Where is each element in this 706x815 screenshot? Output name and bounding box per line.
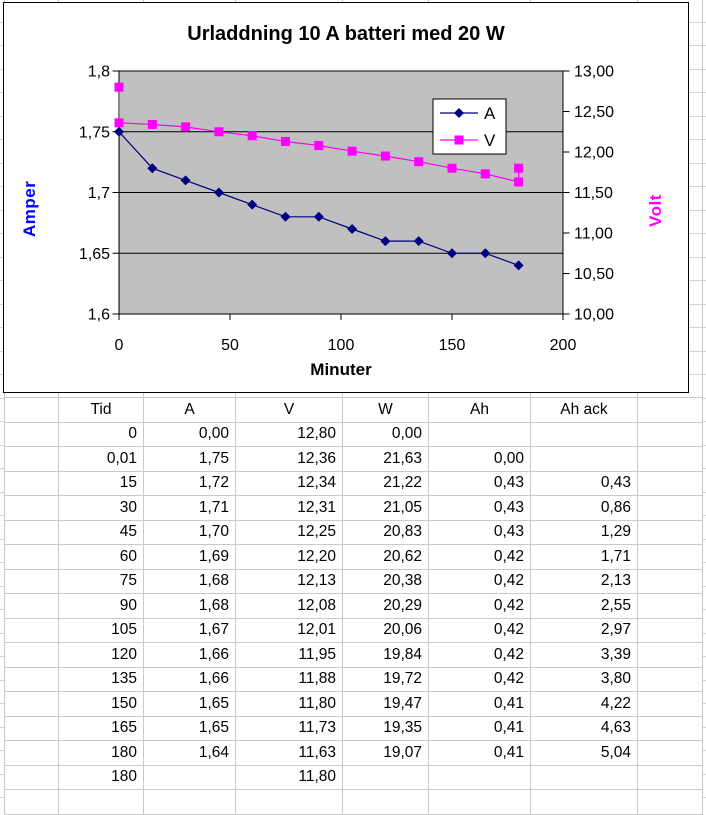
table-cell[interactable]	[638, 667, 703, 692]
table-cell[interactable]: 12,80	[236, 422, 343, 447]
table-cell[interactable]: 120	[59, 643, 144, 668]
table-cell[interactable]: 11,63	[236, 741, 343, 766]
table-cell[interactable]: 1,64	[144, 741, 236, 766]
table-cell[interactable]	[638, 594, 703, 619]
table-cell[interactable]: 5,04	[531, 741, 638, 766]
table-row	[5, 790, 703, 815]
table-cell[interactable]: 20,29	[343, 594, 429, 619]
right-tick-label: 12,00	[574, 144, 615, 162]
table-cell[interactable]: 0,43	[429, 471, 531, 496]
data-point-marker	[448, 164, 457, 173]
table-cell[interactable]	[638, 692, 703, 717]
data-point-marker	[481, 169, 490, 178]
table-cell[interactable]: 0,43	[429, 496, 531, 521]
table-cell[interactable]: 15	[59, 471, 144, 496]
table-cell[interactable]: 3,80	[531, 667, 638, 692]
table-cell[interactable]	[5, 716, 59, 741]
data-point-marker	[455, 136, 464, 145]
data-point-marker	[514, 164, 523, 173]
table-cell[interactable]: 1,72	[144, 471, 236, 496]
right-axis-title: Volt	[646, 194, 665, 227]
table-cell[interactable]: 90	[59, 594, 144, 619]
table-cell[interactable]: 1,68	[144, 569, 236, 594]
table-row	[5, 471, 703, 496]
data-point-marker	[281, 137, 290, 146]
table-row	[5, 716, 703, 741]
table-cell[interactable]	[5, 643, 59, 668]
table-cell[interactable]: 0,42	[429, 594, 531, 619]
right-tick-label: 11,00	[574, 225, 613, 243]
table-cell[interactable]	[638, 765, 703, 790]
table-cell[interactable]: 1,70	[144, 520, 236, 545]
table-cell[interactable]: 19,47	[343, 692, 429, 717]
table-cell[interactable]: 20,62	[343, 545, 429, 570]
table-cell[interactable]: 0,42	[429, 569, 531, 594]
table-cell[interactable]	[5, 545, 59, 570]
table-cell[interactable]	[638, 618, 703, 643]
left-tick-label: 1,75	[78, 124, 110, 142]
table-cell[interactable]	[429, 422, 531, 447]
table-row	[5, 643, 703, 668]
column-header[interactable]: W	[343, 398, 429, 423]
table-cell[interactable]	[144, 790, 236, 815]
table-cell[interactable]: 1,65	[144, 716, 236, 741]
data-point-marker	[381, 152, 390, 161]
table-cell[interactable]	[5, 569, 59, 594]
table-row	[5, 618, 703, 643]
table-cell[interactable]: 12,25	[236, 520, 343, 545]
left-axis-title: Amper	[20, 180, 39, 237]
table-cell[interactable]: 75	[59, 569, 144, 594]
table-cell[interactable]: 1,66	[144, 643, 236, 668]
table-cell[interactable]: 20,38	[343, 569, 429, 594]
right-tick-label: 11,50	[574, 185, 613, 202]
table-cell[interactable]: 0,41	[429, 716, 531, 741]
legend-label: A	[484, 104, 496, 123]
table-cell[interactable]	[5, 520, 59, 545]
table-cell[interactable]	[638, 447, 703, 472]
chart-title: Urladdning 10 A batteri med 20 W	[187, 23, 505, 45]
table-cell[interactable]: 1,71	[144, 496, 236, 521]
table-row	[5, 447, 703, 472]
data-point-marker	[314, 141, 323, 150]
table-cell[interactable]	[638, 790, 703, 815]
data-table[interactable]	[4, 397, 703, 815]
table-cell[interactable]: 1,71	[531, 545, 638, 570]
data-point-marker	[115, 118, 124, 127]
table-cell[interactable]: 60	[59, 545, 144, 570]
table-cell[interactable]	[638, 569, 703, 594]
table-header-row	[5, 398, 703, 423]
table-cell[interactable]: 3,39	[531, 643, 638, 668]
table-cell[interactable]	[5, 790, 59, 815]
table-cell[interactable]: 180	[59, 765, 144, 790]
table-row	[5, 692, 703, 717]
table-cell[interactable]	[638, 422, 703, 447]
table-row	[5, 520, 703, 545]
table-cell[interactable]	[5, 496, 59, 521]
table-cell[interactable]: 19,07	[343, 741, 429, 766]
table-cell[interactable]	[5, 741, 59, 766]
column-header[interactable]: V	[236, 398, 343, 423]
table-cell[interactable]: 0,42	[429, 667, 531, 692]
table-cell[interactable]	[531, 765, 638, 790]
table-cell[interactable]: 1,75	[144, 447, 236, 472]
table-cell[interactable]: 12,34	[236, 471, 343, 496]
table-cell[interactable]: 2,97	[531, 618, 638, 643]
data-point-marker	[414, 157, 423, 166]
column-header[interactable]: Ah ack	[531, 398, 638, 423]
table-cell[interactable]	[5, 594, 59, 619]
table-cell[interactable]: 0,43	[429, 520, 531, 545]
discharge-chart[interactable]	[3, 2, 689, 393]
table-cell[interactable]: 11,80	[236, 765, 343, 790]
data-point-marker	[248, 131, 257, 140]
right-tick-label: 13,00	[574, 63, 615, 81]
right-tick-label: 12,50	[574, 104, 615, 121]
table-cell[interactable]	[5, 422, 59, 447]
table-row	[5, 765, 703, 790]
data-point-marker	[115, 83, 124, 92]
column-header[interactable]: Ah	[429, 398, 531, 423]
right-tick-label: 10,00	[574, 306, 615, 324]
table-cell[interactable]	[5, 471, 59, 496]
table-cell[interactable]	[638, 545, 703, 570]
table-cell[interactable]	[638, 741, 703, 766]
table-cell[interactable]: 11,88	[236, 667, 343, 692]
table-cell[interactable]: 0,42	[429, 643, 531, 668]
table-cell[interactable]: 12,01	[236, 618, 343, 643]
table-cell[interactable]: 11,80	[236, 692, 343, 717]
table-cell[interactable]: 30	[59, 496, 144, 521]
table-cell[interactable]: 45	[59, 520, 144, 545]
table-cell[interactable]	[638, 716, 703, 741]
table-cell[interactable]: 12,13	[236, 569, 343, 594]
table-cell[interactable]: 0,00	[144, 422, 236, 447]
left-tick-label: 1,6	[87, 306, 110, 324]
table-cell[interactable]	[531, 447, 638, 472]
table-cell[interactable]	[59, 790, 144, 815]
table-cell[interactable]: 0,01	[59, 447, 144, 472]
x-tick-label: 0	[114, 337, 124, 354]
table-cell[interactable]: 2,55	[531, 594, 638, 619]
data-point-marker	[181, 122, 190, 131]
table-cell[interactable]: 19,72	[343, 667, 429, 692]
table-cell[interactable]	[343, 765, 429, 790]
table-cell[interactable]: 12,31	[236, 496, 343, 521]
legend[interactable]	[433, 99, 506, 154]
table-cell[interactable]: 4,22	[531, 692, 638, 717]
table-cell[interactable]: 11,95	[236, 643, 343, 668]
table-cell[interactable]: 105	[59, 618, 144, 643]
table-cell[interactable]: 1,67	[144, 618, 236, 643]
data-point-marker	[348, 147, 357, 156]
right-tick-label: 10,50	[574, 266, 615, 283]
table-cell[interactable]: 0,42	[429, 545, 531, 570]
table-row	[5, 569, 703, 594]
table-cell[interactable]	[429, 790, 531, 815]
table-cell[interactable]: 0,00	[429, 447, 531, 472]
table-row	[5, 422, 703, 447]
table-cell[interactable]: 12,08	[236, 594, 343, 619]
table-cell[interactable]	[638, 520, 703, 545]
table-cell[interactable]	[236, 790, 343, 815]
left-tick-label: 1,8	[87, 63, 110, 81]
x-tick-label: 150	[438, 337, 466, 354]
table-cell[interactable]: 11,73	[236, 716, 343, 741]
x-tick-label: 100	[327, 337, 355, 354]
table-cell[interactable]	[5, 692, 59, 717]
table-cell[interactable]: 180	[59, 741, 144, 766]
table-row	[5, 741, 703, 766]
x-axis-title: Minuter	[310, 360, 372, 379]
table-cell[interactable]	[531, 790, 638, 815]
table-cell[interactable]: 1,29	[531, 520, 638, 545]
table-row	[5, 594, 703, 619]
table-cell[interactable]: 165	[59, 716, 144, 741]
left-tick-label: 1,65	[78, 245, 110, 263]
column-header[interactable]: A	[144, 398, 236, 423]
table-cell[interactable]: 4,63	[531, 716, 638, 741]
table-cell[interactable]: 1,69	[144, 545, 236, 570]
table-cell[interactable]	[638, 471, 703, 496]
table-cell[interactable]	[5, 765, 59, 790]
table-row	[5, 667, 703, 692]
table-cell[interactable]: 1,68	[144, 594, 236, 619]
table-cell[interactable]: 12,36	[236, 447, 343, 472]
table-cell[interactable]: 135	[59, 667, 144, 692]
table-cell[interactable]: 1,66	[144, 667, 236, 692]
table-cell[interactable]: 21,22	[343, 471, 429, 496]
data-point-marker	[214, 127, 223, 136]
data-point-marker	[514, 177, 523, 186]
table-cell[interactable]: 12,20	[236, 545, 343, 570]
column-header[interactable]	[5, 398, 59, 423]
table-cell[interactable]	[638, 496, 703, 521]
table-cell[interactable]	[5, 618, 59, 643]
table-cell[interactable]: 20,83	[343, 520, 429, 545]
table-cell[interactable]	[144, 765, 236, 790]
table-row	[5, 496, 703, 521]
table-cell[interactable]: 0	[59, 422, 144, 447]
column-header[interactable]: Tid	[59, 398, 144, 423]
data-point-marker	[148, 120, 157, 129]
table-cell[interactable]: 21,05	[343, 496, 429, 521]
table-cell[interactable]: 19,84	[343, 643, 429, 668]
table-cell[interactable]	[531, 422, 638, 447]
table-cell[interactable]: 0,41	[429, 741, 531, 766]
table-cell[interactable]	[343, 790, 429, 815]
table-cell[interactable]: 0,42	[429, 618, 531, 643]
table-cell[interactable]: 150	[59, 692, 144, 717]
table-cell[interactable]: 20,06	[343, 618, 429, 643]
table-cell[interactable]: 0,41	[429, 692, 531, 717]
table-cell[interactable]: 0,86	[531, 496, 638, 521]
table-cell[interactable]: 2,13	[531, 569, 638, 594]
table-cell[interactable]: 21,63	[343, 447, 429, 472]
x-tick-label: 50	[221, 337, 239, 354]
table-cell[interactable]	[429, 765, 531, 790]
table-cell[interactable]: 1,65	[144, 692, 236, 717]
x-tick-label: 200	[549, 337, 577, 354]
table-cell[interactable]	[5, 447, 59, 472]
chart-canvas	[4, 3, 690, 394]
table-row	[5, 545, 703, 570]
table-cell[interactable]	[5, 667, 59, 692]
left-tick-label: 1,7	[87, 185, 110, 202]
table-cell[interactable]: 19,35	[343, 716, 429, 741]
table-cell[interactable]	[638, 643, 703, 668]
column-header[interactable]	[638, 398, 703, 423]
table-cell[interactable]: 0,00	[343, 422, 429, 447]
table-cell[interactable]: 0,43	[531, 471, 638, 496]
legend-label: V	[484, 131, 496, 150]
